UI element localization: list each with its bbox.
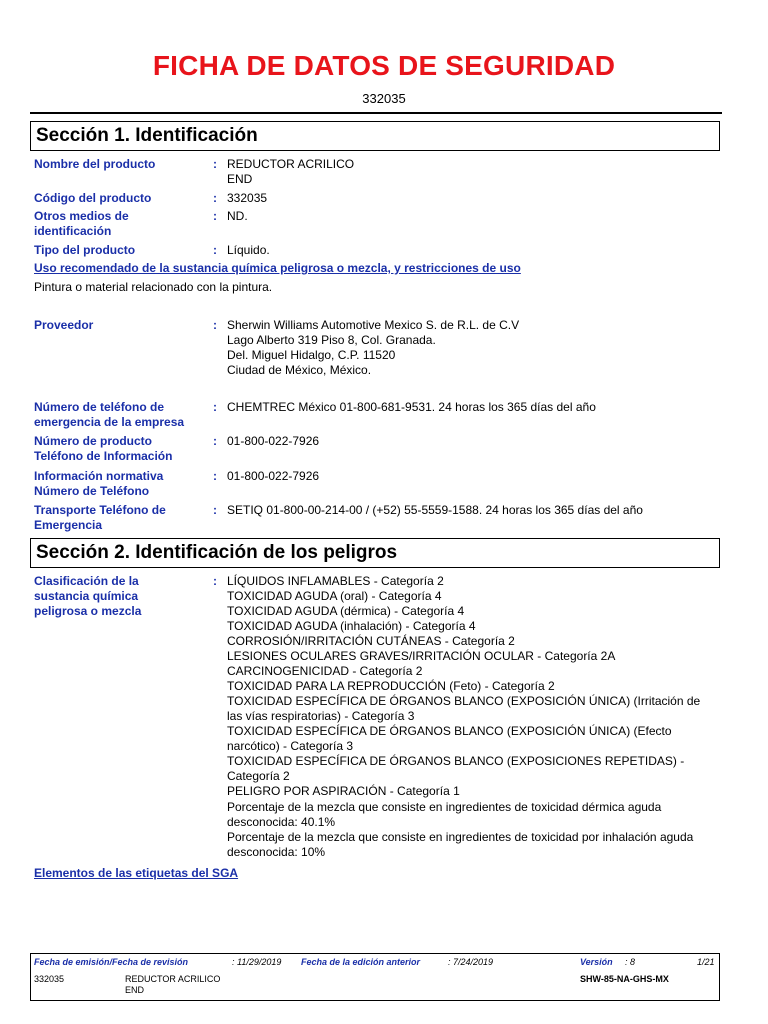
other-id-label: Otros medios de identificación bbox=[34, 209, 129, 238]
colon: : bbox=[213, 157, 217, 171]
product-type-value: Líquido. bbox=[227, 243, 270, 257]
footer-bottom-border bbox=[30, 1000, 720, 1001]
supplier-label: Proveedor bbox=[34, 318, 94, 332]
colon: : bbox=[213, 209, 217, 223]
supplier-value: Sherwin Williams Automotive Mexico S. de R.L. de C.V Lago Alberto 319 Piso 8, Col. Granada. Del. Miguel Hidalgo, C.P. 11520 Ciudad de México, México. bbox=[227, 318, 520, 377]
colon: : bbox=[213, 574, 217, 588]
footer-document-id: SHW-85-NA-GHS-MX bbox=[580, 974, 669, 984]
previous-edition-label: Fecha de la edición anterior bbox=[301, 957, 421, 967]
page-number: 1/21 bbox=[697, 957, 715, 967]
footer-left-border bbox=[30, 953, 31, 1001]
issue-date-value: : 11/29/2019 bbox=[232, 957, 282, 967]
colon: : bbox=[213, 318, 217, 332]
sga-elements-link[interactable]: Elementos de las etiquetas del SGA bbox=[34, 866, 239, 880]
dermal-toxicity-note: Porcentaje de la mezcla que consiste en ingredientes de toxicidad dérmica aguda desconocida: 40.1% bbox=[227, 800, 662, 829]
section-2-heading: Sección 2. Identificación de los peligros bbox=[30, 538, 720, 568]
other-id-value: ND. bbox=[227, 209, 248, 223]
product-name-label: Nombre del producto bbox=[34, 157, 156, 171]
issue-date-label: Fecha de emisión/Fecha de revisión bbox=[34, 957, 189, 967]
colon: : bbox=[213, 400, 217, 414]
product-type-label: Tipo del producto bbox=[34, 243, 136, 257]
document-code: 332035 bbox=[362, 91, 406, 106]
colon: : bbox=[213, 469, 217, 483]
regulatory-value: 01-800-022-7926 bbox=[227, 469, 320, 483]
document-title: FICHA DE DATOS DE SEGURIDAD bbox=[152, 50, 616, 81]
product-code-value: 332035 bbox=[227, 191, 268, 205]
classification-label: Clasificación de la sustancia química peligrosa o mezcla bbox=[34, 574, 142, 618]
version-value: : 8 bbox=[625, 957, 636, 967]
product-code-label: Código del producto bbox=[34, 191, 152, 205]
version-label: Versión bbox=[580, 957, 613, 967]
footer-right-border bbox=[719, 953, 720, 1001]
footer-top-border bbox=[30, 953, 720, 954]
previous-edition-value: : 7/24/2019 bbox=[448, 957, 494, 967]
footer-product-code: 332035 bbox=[34, 974, 65, 984]
transport-label: Transporte Teléfono de Emergencia bbox=[34, 503, 166, 532]
recommended-use-text: Pintura o material relacionado con la pintura. bbox=[34, 280, 273, 294]
footer-product-name: REDUCTOR ACRILICO END bbox=[125, 974, 221, 995]
inhalation-toxicity-note: Porcentaje de la mezcla que consiste en ingredientes de toxicidad por inhalación aguda desconocida: 10% bbox=[227, 830, 694, 859]
colon: : bbox=[213, 243, 217, 257]
transport-value: SETIQ 01-800-00-214-00 / (+52) 55-5559-1588. 24 horas los 365 días del año bbox=[227, 503, 643, 517]
regulatory-label: Información normativa Número de Teléfono bbox=[34, 469, 164, 498]
product-number-label: Número de producto Teléfono de Información bbox=[34, 434, 173, 463]
emergency-phone-value: CHEMTREC México 01-800-681-9531. 24 horas los 365 días del año bbox=[227, 400, 596, 414]
colon: : bbox=[213, 191, 217, 205]
emergency-phone-label: Número de teléfono de emergencia de la empresa bbox=[34, 400, 185, 429]
product-number-value: 01-800-022-7926 bbox=[227, 434, 320, 448]
classification-value: LÍQUIDOS INFLAMABLES - Categoría 2 TOXICIDAD AGUDA (oral) - Categoría 4 TOXICIDAD AGUDA (dérmica) - Categoría 4 TOXICIDAD AGUDA (inhalación) - Categoría 4 CORROSIÓN/IRRITACIÓN CUTÁNEAS - Categoría 2 LESIONES OCULARES GRAVES/IRRITACIÓN OCULAR - Categoría 2A CARCINOGENICIDAD - Categoría 2 TOXICIDAD PARA LA REPRODUCCIÓN (Feto) - Categoría 2 TOXICIDAD ESPECÍFICA DE ÓRGANOS BLANCO (EXPOSICIÓN ÚNICA) (Irritación de las vías respiratorias) - Categoría 3 TOXICIDAD ESPECÍFICA DE ÓRGANOS BLANCO (EXPOSICIÓN ÚNICA) (Efecto narcótico) - Categoría 3 TOXICIDAD ESPECÍFICA DE ÓRGANOS BLANCO (EXPOSICIONES REPETIDAS) - Categoría 2 PELIGRO POR ASPIRACIÓN - Categoría 1 bbox=[227, 574, 701, 798]
recommended-use-link[interactable]: Uso recomendado de la sustancia química peligrosa o mezcla, y restricciones de uso bbox=[34, 261, 521, 275]
product-name-value: REDUCTOR ACRILICO END bbox=[227, 157, 355, 186]
header-divider bbox=[30, 112, 722, 114]
colon: : bbox=[213, 434, 217, 448]
colon: : bbox=[213, 503, 217, 517]
section-1-heading: Sección 1. Identificación bbox=[30, 121, 720, 151]
